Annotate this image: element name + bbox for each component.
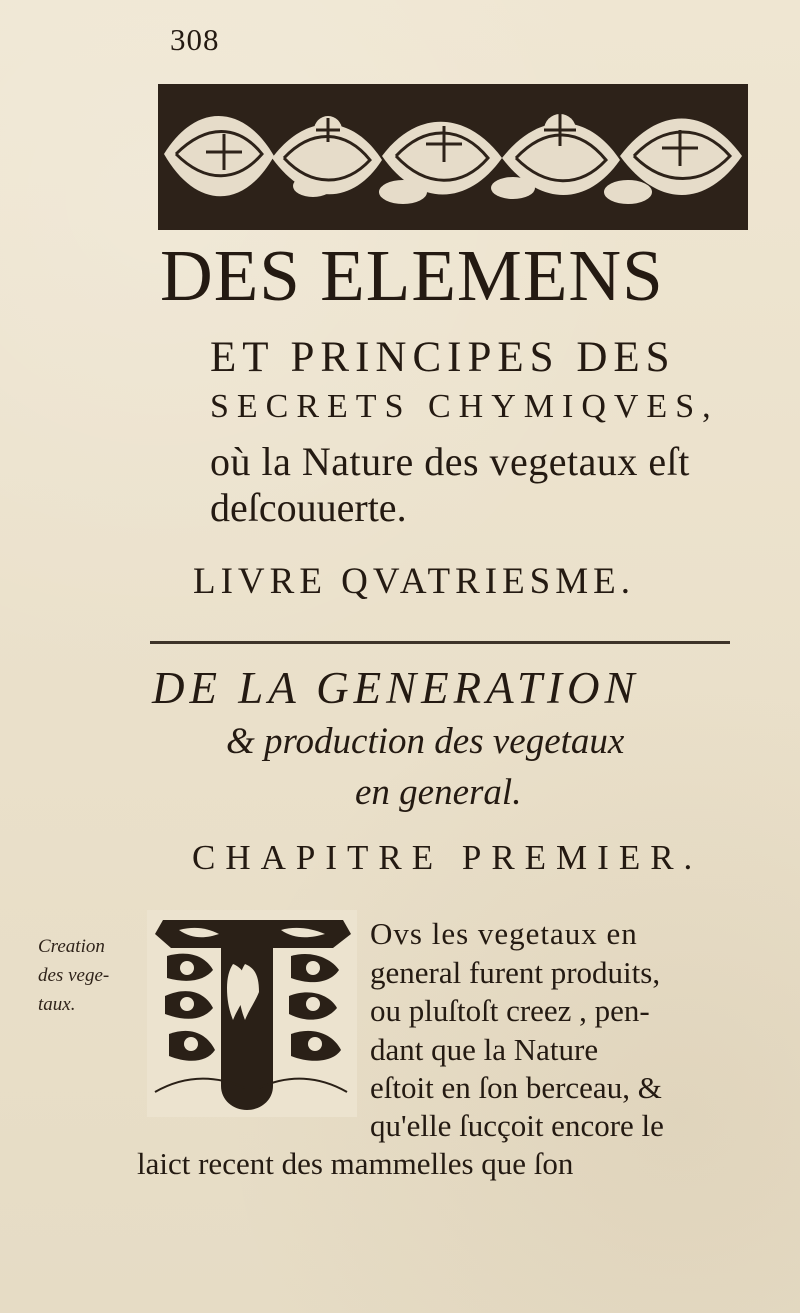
body-line-4: dant que la Nature	[370, 1032, 599, 1067]
page-number: 308	[170, 22, 220, 57]
body-line-5: eſtoit en ſon berceau, &	[370, 1070, 662, 1105]
decorated-initial-icon	[147, 910, 357, 1117]
margin-note-line-2: des vege-	[38, 965, 110, 986]
work-title: DES ELEMENS	[160, 235, 664, 316]
floral-headpiece-icon	[158, 84, 748, 230]
section-title: DE LA GENERATION	[152, 663, 640, 713]
chapter-title: CHAPITRE PREMIER.	[192, 838, 703, 877]
title-line-2: SECRETS CHYMIQVES,	[210, 388, 719, 425]
title-line-3: où la Nature des vegetaux eſt	[210, 439, 690, 484]
section-divider	[150, 641, 730, 644]
section-subtitle-line-1: & production des vegetaux	[226, 721, 625, 762]
margin-note	[38, 932, 138, 1019]
book-title: LIVRE QVATRIESME.	[193, 561, 635, 602]
section-subtitle-line-2: en general.	[355, 772, 522, 813]
title-line-1: ET PRINCIPES DES	[210, 334, 676, 381]
body-line-1: Ovs les vegetaux en	[370, 916, 638, 951]
title-line-4: deſcouuerte.	[210, 485, 407, 530]
body-line-3: ou pluſtoſt creez , pen-	[370, 993, 650, 1028]
body-line-7: laict recent des mammelles que ſon	[137, 1146, 574, 1181]
margin-note-line-1: Creation	[38, 936, 105, 957]
body-line-2: general furent produits,	[370, 955, 661, 990]
body-line-6: qu'elle ſucçoit encore le	[370, 1108, 664, 1143]
margin-note-line-3: taux.	[38, 994, 76, 1015]
